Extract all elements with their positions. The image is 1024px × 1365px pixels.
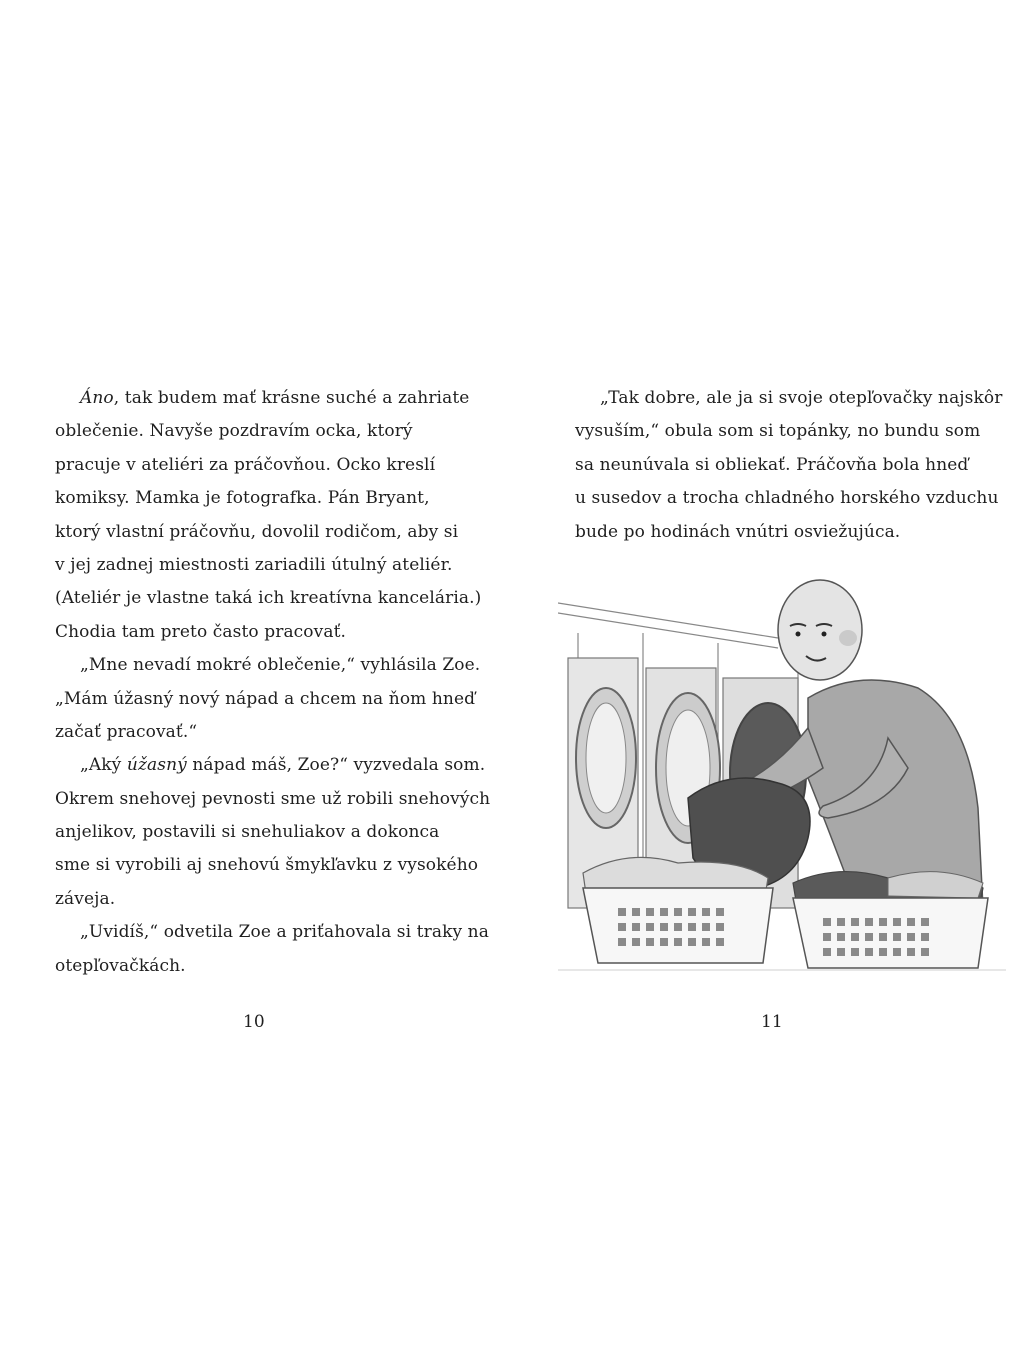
text-line: anjelikov, postavili si snehuliakov a dokonca (55, 822, 440, 843)
text-line: v jej zadnej miestnosti zariadili útulný ateliér. (55, 554, 453, 575)
text-line: sme si vyrobili aj snehovú šmykľavku z vysokého (55, 855, 479, 876)
text-line: Okrem snehovej pevnosti sme už robili snehových (55, 788, 491, 809)
text-line: Chodia tam preto často pracovať. (55, 621, 347, 642)
text-line: začať pracovať.“ (55, 721, 198, 742)
text-line: „Mám úžasný nový nápad a chcem na ňom hneď (55, 688, 476, 709)
text-line: oblečenie. Navyše pozdravím ocka, ktorý (55, 421, 413, 442)
text-line: ktorý vlastní práčovňu, dovolil rodičom, aby si (55, 521, 459, 542)
text-line: vysuším,“ obula som si topánky, no bundu som (575, 421, 981, 442)
text-line: bude po hodinách vnútri osviežujúca. (575, 521, 901, 542)
laundry-basket-left (583, 857, 773, 963)
text-line: (Ateliér je vlastne taká ich kreatívna kancelária.) (55, 588, 482, 609)
text-line: sa neunúvala si obliekať. Práčovňa bola hneď (575, 454, 969, 475)
laundry-basket-right (793, 872, 988, 968)
left-page-text (55, 382, 491, 983)
laundromat-illustration (558, 578, 1006, 978)
text-line: komiksy. Mamka je fotografka. Pán Bryant, (55, 488, 430, 509)
text-line: otepľovačkách. (55, 955, 186, 976)
right-page-text (575, 382, 1003, 549)
text-line: „Uvidíš,“ odvetila Zoe a priťahovala si traky na (80, 922, 489, 943)
text-line: pracuje v ateliéri za práčovňou. Ocko kreslí (55, 454, 436, 475)
text-line: „Aký úžasný nápad máš, Zoe?“ vyzvedala som. (80, 755, 486, 776)
text-line: „Tak dobre, ale ja si svoje otepľovačky najskôr (600, 388, 1003, 408)
text-line: u susedov a trocha chladného horského vzduchu (575, 488, 999, 509)
page-number: 11 (761, 1012, 783, 1032)
text-line: Áno, tak budem mať krásne suché a zahriate (80, 388, 470, 408)
text-line: záveja. (55, 888, 116, 909)
text-line: „Mne nevadí mokré oblečenie,“ vyhlásila Zoe. (80, 655, 481, 676)
page-number: 10 (243, 1012, 265, 1032)
